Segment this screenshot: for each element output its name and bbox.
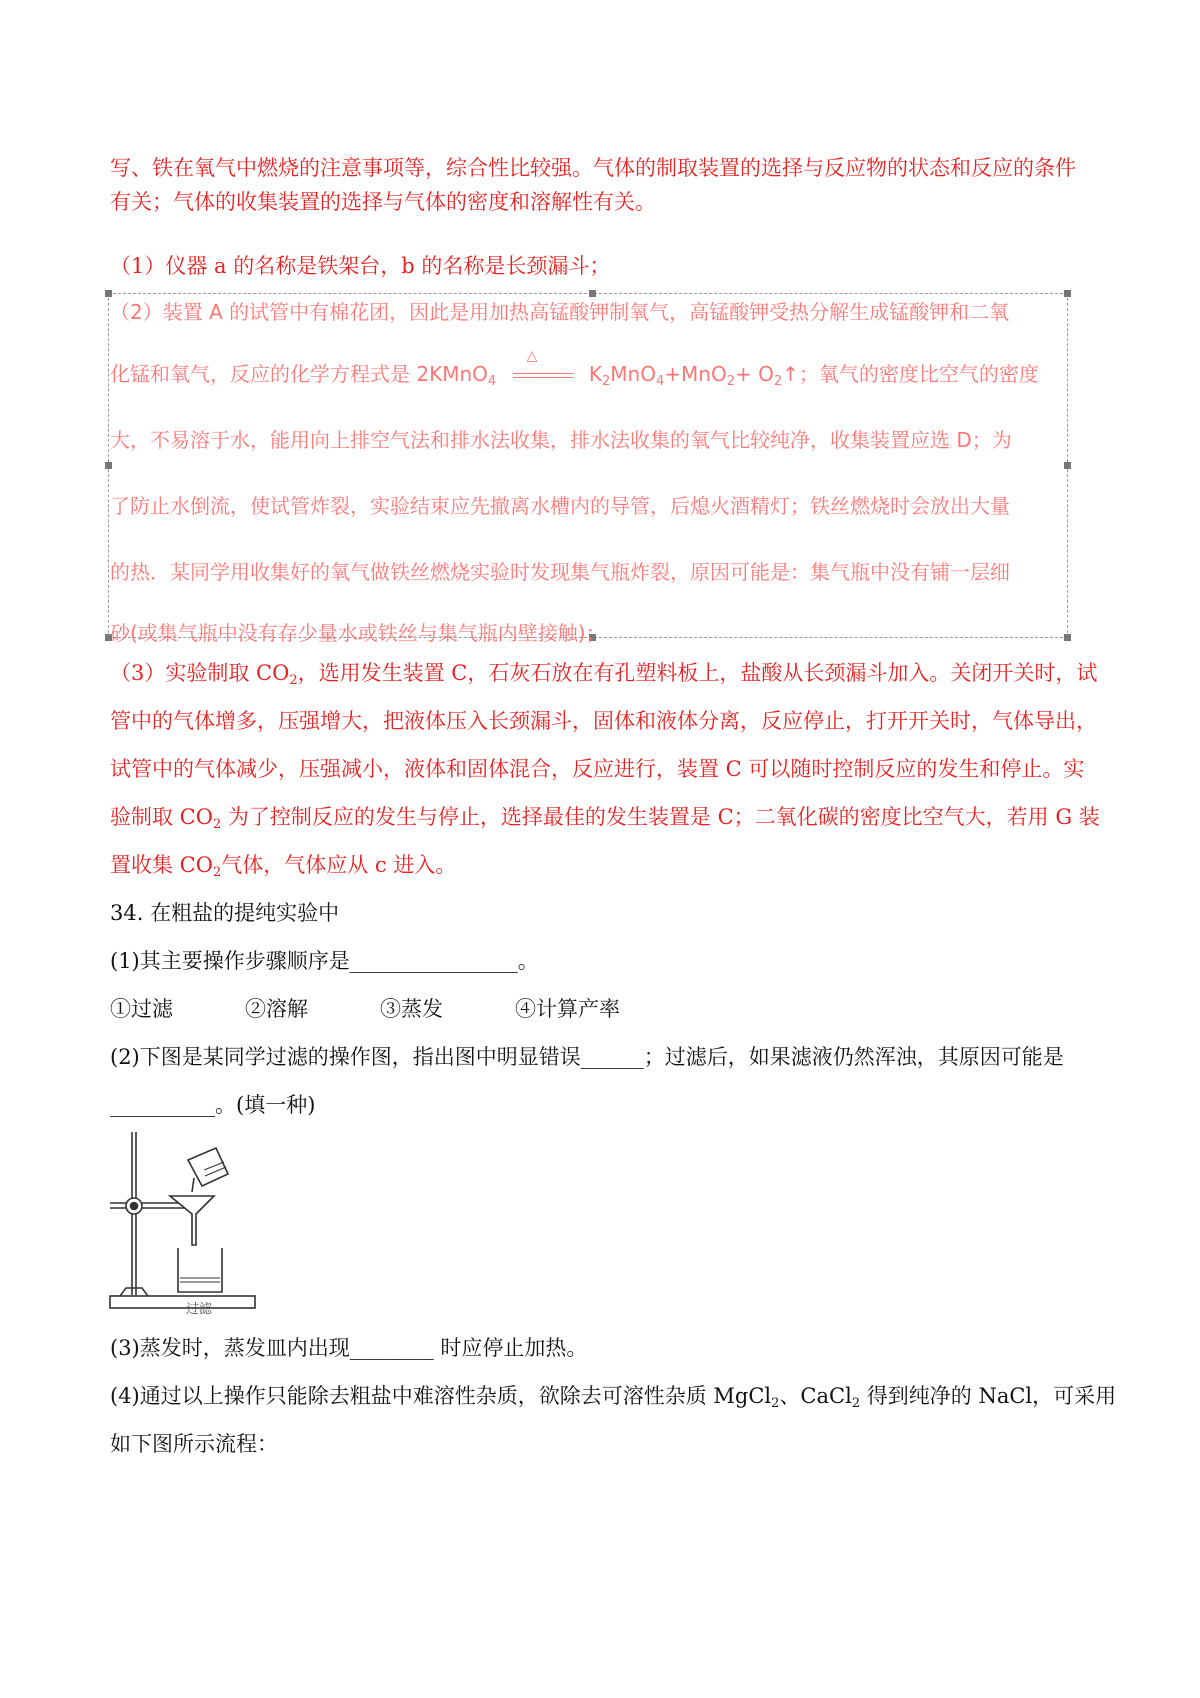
question-34-part-4-line-2: 如下图所示流程： — [110, 1432, 278, 1456]
answer-item-3-line-2: 管中的气体增多，压强增大，把液体压入长颈漏斗，固体和液体分离，反应停止，打开开关时，气体导出， — [110, 709, 1097, 733]
explanation-line-1: 写、铁在氧气中燃烧的注意事项等，综合性比较强。气体的制取装置的选择与反应物的状态和反应的条件 — [110, 156, 1076, 180]
question-34-part-2-line-2: __________。(填一种) — [110, 1093, 316, 1117]
question-34-options — [110, 993, 1100, 1023]
image-line-4: 了防止水倒流，使试管炸裂，实验结束应先撤离水槽内的导管，后熄火酒精灯；铁丝燃烧时会放出大量 — [110, 494, 1010, 518]
heat-reaction-arrow: △ — [503, 362, 583, 386]
resize-handle[interactable] — [1064, 462, 1071, 469]
image-line-2: 化锰和氧气，反应的化学方程式是 2KMnO$_4$ △ $K_2MnO_4+MnO_2+$ $O_2↑$；氧气的密度比空气的密度 — [110, 348, 1039, 389]
question-34-part-4-line-1: (4)通过以上操作只能除去粗盐中难溶性杂质，欲除去可溶性杂质 MgCl$_2$、CaCl$_2$ 得到纯净的 NaCl，可采用 — [110, 1384, 1117, 1411]
answer-item-3-line-1: （3）实验制取 $CO_2$，选用发生装置 C，石灰石放在有孔塑料板上，盐酸从长颈漏斗加入。关闭开关时，试 — [110, 661, 1098, 688]
answer-item-3-line-4: 验制取 $CO_2$ 为了控制反应的发生与停止，选择最佳的发生装置是 C；二氧化碳的密度比空气大，若用 G 装 — [110, 805, 1100, 832]
question-34-title: 34. 在粗盐的提纯实验中 — [110, 901, 340, 925]
question-34-part-2-line-1: (2)下图是某同学过滤的操作图，指出图中明显错误______；过滤后，如果滤液仍然浑浊，其原因可能是 — [110, 1045, 1064, 1069]
figure-caption: 过滤 — [186, 1302, 213, 1315]
image-line-5: 的热．某同学用收集好的氧气做铁丝燃烧实验时发现集气瓶炸裂，原因可能是：集气瓶中没有铺一层细 — [110, 560, 1010, 584]
question-34-part-1: (1)其主要操作步骤顺序是________________。 — [110, 949, 539, 973]
answer-item-3-line-3: 试管中的气体减少，压强减小，液体和固体混合，反应进行，装置 C 可以随时控制反应的发生和停止。实 — [110, 757, 1085, 781]
explanation-line-2: 有关；气体的收集装置的选择与气体的密度和溶解性有关。 — [110, 190, 656, 214]
option-2: ②溶解 — [245, 997, 308, 1021]
image-line-1: （2）装置 A 的试管中有棉花团，因此是用加热高锰酸钾制氧气，高锰酸钾受热分解生成锰酸钾和二氧 — [110, 300, 1010, 324]
answer-item-3-line-5: 置收集 $CO_2$气体，气体应从 c 进入。 — [110, 853, 457, 880]
image-line-6: 砂(或集气瓶中没有存少量水或铁丝与集气瓶内壁接触)； — [110, 621, 606, 645]
image-line-3: 大，不易溶于水，能用向上排空气法和排水法收集，排水法收集的氧气比较纯净，收集装置应选 D；为 — [110, 428, 1012, 452]
filtration-diagram — [108, 1130, 258, 1315]
option-4: ④计算产率 — [515, 997, 620, 1021]
pasted-answer-image — [108, 293, 1068, 638]
option-3: ③蒸发 — [380, 997, 443, 1021]
answer-item-1: （1）仪器 a 的名称是铁架台，b 的名称是长颈漏斗； — [110, 254, 611, 278]
option-1: ①过滤 — [110, 997, 173, 1021]
resize-handle[interactable] — [105, 462, 112, 469]
question-34-part-3: (3)蒸发时，蒸发皿内出现________ 时应停止加热。 — [110, 1336, 588, 1360]
